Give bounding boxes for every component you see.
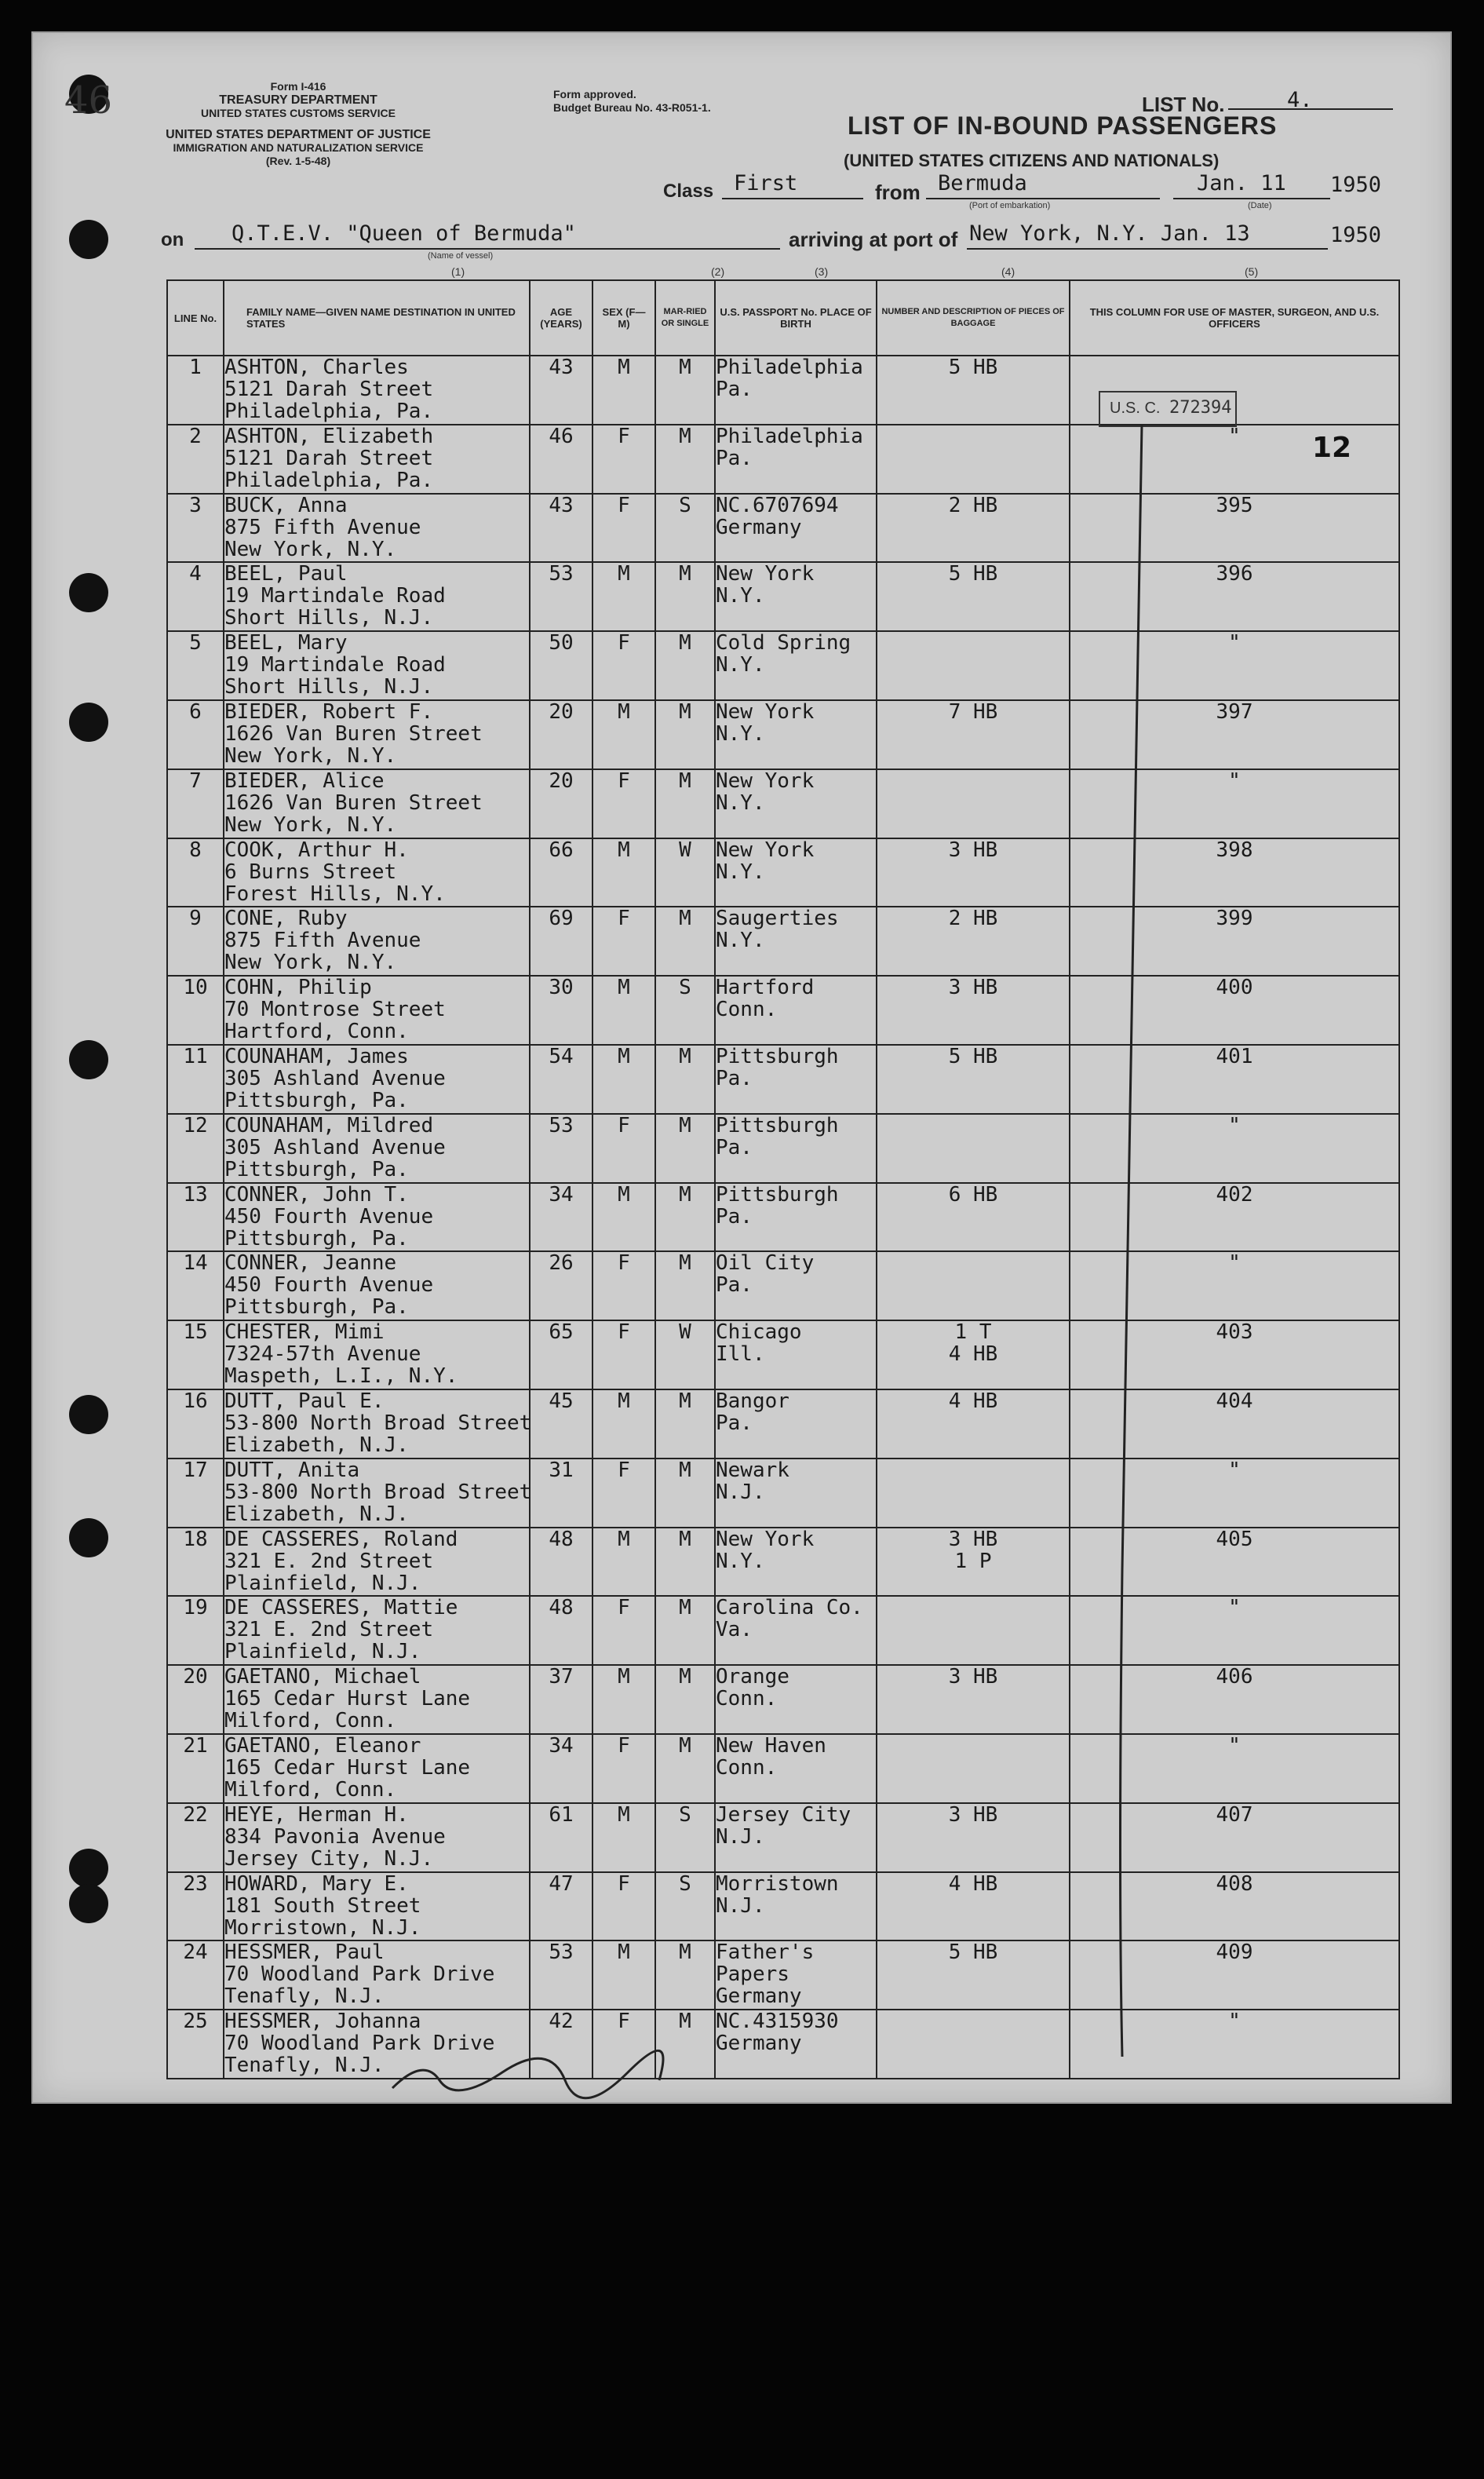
passenger-baggage: 5 HB [948, 356, 998, 379]
passenger-sex: M [618, 356, 630, 379]
passenger-birthplace: Bangor Pa. [716, 1389, 789, 1435]
arriving-label: arriving at port of [789, 228, 958, 251]
vessel-value: Q.T.E.V. "Queen of Bermuda" [232, 221, 576, 246]
line-number: 2 [189, 424, 202, 448]
passenger-baggage: 3 HB [948, 976, 998, 1000]
line-number: 11 [183, 1044, 208, 1068]
passenger-birthplace: Father's Papers Germany [716, 1940, 815, 2009]
budget-number: Budget Bureau No. 43-R051-1. [553, 101, 711, 114]
passenger-marital-status: M [679, 1733, 691, 1758]
passenger-marital-status: M [679, 1596, 691, 1620]
passenger-birthplace: Cold Spring N.Y. [716, 631, 851, 677]
passenger-marital-status: M [679, 1113, 691, 1137]
header-sex: SEX (F—M) [593, 280, 655, 356]
passenger-sex: M [618, 1389, 630, 1413]
officer-number: 399 [1216, 907, 1253, 931]
line-number: 23 [183, 1871, 208, 1896]
line-number: 25 [183, 2010, 208, 2034]
list-title: LIST OF IN-BOUND PASSENGERS [848, 111, 1278, 140]
passenger-marital-status: S [679, 976, 691, 1000]
handwritten-number: 12 [1312, 432, 1352, 464]
from-value: Bermuda [938, 171, 1027, 195]
col-number-1: (1) [451, 265, 465, 278]
officer-number: 398 [1216, 838, 1253, 862]
line-number: 21 [183, 1733, 208, 1758]
officer-number: " [1228, 1596, 1241, 1620]
passenger-marital-status: M [679, 631, 691, 655]
passenger-birthplace: Jersey City N.J. [716, 1802, 851, 1849]
col-number-2: (2) [711, 265, 725, 278]
col-number-4: (4) [1001, 265, 1015, 278]
passenger-name-address: BEEL, Mary 19 Martindale Road Short Hills, N.J. [224, 631, 446, 699]
list-subtitle: (UNITED STATES CITIZENS AND NATIONALS) [844, 151, 1220, 170]
form-service: UNITED STATES CUSTOMS SERVICE [201, 107, 396, 119]
passenger-name-address: BIEDER, Alice 1626 Van Buren Street New York, N.Y. [224, 769, 483, 837]
line-number: 18 [183, 1527, 208, 1551]
passenger-age: 45 [549, 1389, 574, 1413]
passenger-age: 26 [549, 1251, 574, 1276]
passenger-age: 53 [549, 1940, 574, 1965]
passenger-birthplace: NC.4315930 Germany [716, 2010, 839, 2056]
passenger-name-address: DE CASSERES, Mattie 321 E. 2nd Street Plainfield, N.J. [224, 1596, 458, 1664]
passenger-sex: F [618, 1733, 630, 1758]
passenger-sex: M [618, 699, 630, 724]
passenger-name-address: BEEL, Paul 19 Martindale Road Short Hills, N.J. [224, 562, 446, 630]
line-number: 3 [189, 493, 202, 517]
passenger-age: 61 [549, 1802, 574, 1827]
officer-column-stroke [1121, 424, 1143, 2057]
passenger-birthplace: Chicago Ill. [716, 1320, 802, 1367]
passenger-baggage: 3 HB [948, 838, 998, 862]
passenger-age: 31 [549, 1458, 574, 1482]
passenger-sex: F [618, 907, 630, 931]
passenger-name-address: HESSMER, Paul 70 Woodland Park Drive Tenafly, N.J. [224, 1940, 495, 2009]
passenger-age: 43 [549, 493, 574, 517]
officer-number: 408 [1216, 1871, 1253, 1896]
passenger-baggage: 3 HB [948, 1665, 998, 1689]
list-no-value: 4. [1287, 88, 1313, 112]
officer-number: " [1228, 1458, 1241, 1482]
passenger-sex: M [618, 1665, 630, 1689]
passenger-marital-status: M [679, 424, 691, 448]
line-number: 10 [183, 976, 208, 1000]
passenger-marital-status: W [679, 838, 691, 862]
passenger-birthplace: New Haven Conn. [716, 1733, 826, 1780]
passenger-name-address: BUCK, Anna 875 Fifth Avenue New York, N.Y. [224, 493, 421, 561]
passenger-birthplace: Philadelphia Pa. [716, 356, 863, 401]
officer-number: " [1228, 1251, 1241, 1276]
passenger-baggage: 6 HB [948, 1182, 998, 1207]
passenger-sex: M [618, 1182, 630, 1207]
officer-number: 395 [1216, 493, 1253, 517]
passenger-name-address: ASHTON, Elizabeth 5121 Darah Street Philadelphia, Pa. [224, 424, 434, 492]
passenger-age: 20 [549, 769, 574, 793]
passenger-sex: F [618, 769, 630, 793]
passenger-age: 34 [549, 1733, 574, 1758]
passenger-marital-status: M [679, 1665, 691, 1689]
from-caption: (Port of embarkation) [969, 201, 1051, 210]
officer-number: 403 [1216, 1320, 1253, 1345]
passenger-name-address: GAETANO, Michael 165 Cedar Hurst Lane Milford, Conn. [224, 1665, 471, 1733]
list-no-label: LIST No. [1142, 93, 1225, 116]
passenger-birthplace: Morristown N.J. [716, 1871, 839, 1918]
passenger-sex: F [618, 1251, 630, 1276]
officer-number: 404 [1216, 1389, 1253, 1413]
passenger-age: 48 [549, 1527, 574, 1551]
header-name: FAMILY NAME—GIVEN NAME DESTINATION IN UNITED STATES [224, 280, 530, 356]
passenger-marital-status: M [679, 1251, 691, 1276]
passenger-age: 30 [549, 976, 574, 1000]
passenger-marital-status: M [679, 769, 691, 793]
line-number: 8 [189, 838, 202, 862]
passenger-age: 69 [549, 907, 574, 931]
passenger-marital-status: M [679, 1940, 691, 1965]
passenger-age: 42 [549, 2010, 574, 2034]
passenger-marital-status: M [679, 2010, 691, 2034]
header-line: LINE No. [167, 280, 224, 356]
header-married: MAR-RIED OR SINGLE [655, 280, 715, 356]
line-number: 9 [189, 907, 202, 931]
line-number: 5 [189, 631, 202, 655]
from-label: from [875, 181, 921, 204]
form-ins: IMMIGRATION AND NATURALIZATION SERVICE [173, 141, 424, 154]
line-number: 16 [183, 1389, 208, 1413]
passenger-birthplace: Orange Conn. [716, 1665, 789, 1711]
passenger-sex: F [618, 1871, 630, 1896]
passenger-marital-status: M [679, 1182, 691, 1207]
form-number: Form I-416 [270, 80, 326, 93]
passenger-baggage: 5 HB [948, 562, 998, 586]
passenger-sex: M [618, 838, 630, 862]
col-number-3: (3) [815, 265, 829, 278]
line-number: 22 [183, 1802, 208, 1827]
line-number: 1 [189, 356, 202, 379]
passenger-birthplace: Oil City Pa. [716, 1251, 815, 1298]
passenger-baggage: 3 HB [948, 1802, 998, 1827]
officer-number: 401 [1216, 1044, 1253, 1068]
passenger-sex: F [618, 631, 630, 655]
passenger-sex: M [618, 562, 630, 586]
passenger-sex: M [618, 976, 630, 1000]
passenger-age: 53 [549, 1113, 574, 1137]
line-number: 13 [183, 1182, 208, 1207]
passenger-age: 66 [549, 838, 574, 862]
passenger-baggage: 5 HB [948, 1044, 998, 1068]
officer-number: " [1228, 631, 1241, 655]
officer-number: " [1228, 769, 1241, 793]
date-year: 1950 [1330, 173, 1382, 197]
passenger-birthplace: Pittsburgh Pa. [716, 1044, 839, 1090]
line-number: 12 [183, 1113, 208, 1137]
line-number: 15 [183, 1320, 208, 1345]
passenger-marital-status: M [679, 562, 691, 586]
header-age: AGE (YEARS) [530, 280, 593, 356]
passenger-age: 50 [549, 631, 574, 655]
passenger-baggage: 4 HB [948, 1871, 998, 1896]
passenger-baggage: 7 HB [948, 699, 998, 724]
passenger-birthplace: Philadelphia Pa. [716, 424, 863, 470]
passenger-birthplace: Carolina Co. Va. [716, 1596, 863, 1642]
passenger-sex: F [618, 1113, 630, 1137]
date-caption: (Date) [1248, 201, 1272, 210]
passenger-age: 20 [549, 699, 574, 724]
officer-number: 406 [1216, 1665, 1253, 1689]
passenger-birthplace: Hartford Conn. [716, 976, 815, 1022]
officer-number: 400 [1216, 976, 1253, 1000]
passenger-marital-status: M [679, 1458, 691, 1482]
line-number: 14 [183, 1251, 208, 1276]
passenger-sex: F [618, 424, 630, 448]
officer-number: 397 [1216, 699, 1253, 724]
passenger-birthplace: New York N.Y. [716, 1527, 815, 1573]
form-justice: UNITED STATES DEPARTMENT OF JUSTICE [166, 128, 431, 141]
passenger-baggage: 2 HB [948, 493, 998, 517]
col-number-5: (5) [1245, 265, 1259, 278]
passenger-birthplace: New York N.Y. [716, 838, 815, 884]
passenger-marital-status: S [679, 1802, 691, 1827]
passenger-sex: F [618, 2010, 630, 2034]
passenger-birthplace: Pittsburgh Pa. [716, 1182, 839, 1229]
passenger-birthplace: Saugerties N.Y. [716, 907, 839, 953]
line-number: 17 [183, 1458, 208, 1482]
passenger-marital-status: M [679, 1389, 691, 1413]
signature-mark [392, 2050, 663, 2097]
stamp-text: U.S. C. [1110, 400, 1161, 417]
passenger-name-address: CONE, Ruby 875 Fifth Avenue New York, N.Y. [224, 907, 421, 975]
passenger-sex: M [618, 1802, 630, 1827]
passenger-sex: F [618, 1596, 630, 1620]
passenger-name-address: ASHTON, Charles 5121 Darah Street Philadelphia, Pa. [224, 356, 434, 423]
passenger-age: 54 [549, 1044, 574, 1068]
passenger-birthplace: Newark N.J. [716, 1458, 789, 1504]
passenger-marital-status: S [679, 493, 691, 517]
officer-number: " [1228, 424, 1241, 448]
class-value: First [734, 171, 798, 195]
passenger-age: 43 [549, 356, 574, 379]
passenger-marital-status: W [679, 1320, 691, 1345]
passenger-baggage: 2 HB [948, 907, 998, 931]
passenger-age: 34 [549, 1182, 574, 1207]
passenger-sex: F [618, 1458, 630, 1482]
officer-number: 407 [1216, 1802, 1253, 1827]
passenger-birthplace: New York N.Y. [716, 699, 815, 746]
passenger-marital-status: M [679, 356, 691, 379]
vessel-label: on [161, 229, 184, 250]
arriving-value: New York, N.Y. Jan. 13 [969, 221, 1250, 246]
passenger-baggage: 3 HB 1 P [948, 1527, 998, 1573]
passenger-name-address: DE CASSERES, Roland 321 E. 2nd Street Plainfield, N.J. [224, 1527, 458, 1595]
passenger-sex: M [618, 1527, 630, 1551]
passenger-name-address: CONNER, John T. 450 Fourth Avenue Pittsburgh, Pa. [224, 1182, 434, 1250]
passenger-birthplace: New York N.Y. [716, 562, 815, 608]
passenger-name-address: BIEDER, Robert F. 1626 Van Buren Street New York, N.Y. [224, 699, 483, 768]
passenger-baggage: 4 HB [948, 1389, 998, 1413]
passenger-sex: F [618, 1320, 630, 1345]
passenger-birthplace: NC.6707694 Germany [716, 493, 839, 539]
passenger-name-address: COOK, Arthur H. 6 Burns Street Forest Hills, N.Y. [224, 838, 446, 906]
passenger-age: 53 [549, 562, 574, 586]
line-number: 7 [189, 769, 202, 793]
passenger-name-address: CHESTER, Mimi 7324-57th Avenue Maspeth, L.I., N.Y. [224, 1320, 458, 1389]
passenger-sex: M [618, 1940, 630, 1965]
officer-number: 409 [1216, 1940, 1253, 1965]
header-officers: THIS COLUMN FOR USE OF MASTER, SURGEON, AND U.S. OFFICERS [1070, 280, 1399, 356]
corner-mark: 46 [64, 78, 113, 122]
line-number: 24 [183, 1940, 208, 1965]
passenger-name-address: DUTT, Paul E. 53-800 North Broad Street Elizabeth, N.J. [224, 1389, 532, 1457]
form-dept: TREASURY DEPARTMENT [219, 93, 377, 107]
header-baggage: NUMBER AND DESCRIPTION OF PIECES OF BAGGAGE [877, 280, 1070, 356]
passenger-birthplace: New York N.Y. [716, 769, 815, 815]
passenger-marital-status: S [679, 1871, 691, 1896]
vessel-caption: (Name of vessel) [428, 251, 494, 261]
passenger-name-address: HESSMER, Johanna 70 Woodland Park Drive Tenafly, N.J. [224, 2010, 495, 2078]
passenger-name-address: CONNER, Jeanne 450 Fourth Avenue Pittsburgh, Pa. [224, 1251, 434, 1320]
form-approved: Form approved. [553, 88, 636, 100]
line-number: 6 [189, 699, 202, 724]
officer-number: " [1228, 1733, 1241, 1758]
passenger-baggage: 5 HB [948, 1940, 998, 1965]
officer-number: 396 [1216, 562, 1253, 586]
passenger-name-address: GAETANO, Eleanor 165 Cedar Hurst Lane Milford, Conn. [224, 1733, 471, 1802]
passenger-age: 46 [549, 424, 574, 448]
passenger-marital-status: M [679, 1044, 691, 1068]
officer-number: " [1228, 1113, 1241, 1137]
passenger-marital-status: M [679, 1527, 691, 1551]
date-value: Jan. 11 [1197, 171, 1286, 195]
passenger-birthplace: Pittsburgh Pa. [716, 1113, 839, 1159]
line-number: 19 [183, 1596, 208, 1620]
passenger-baggage: 1 T 4 HB [948, 1320, 998, 1367]
passenger-age: 48 [549, 1596, 574, 1620]
passenger-age: 37 [549, 1665, 574, 1689]
passenger-age: 47 [549, 1871, 574, 1896]
form-rev: (Rev. 1-5-48) [265, 155, 331, 167]
class-label: Class [663, 181, 714, 202]
passenger-marital-status: M [679, 907, 691, 931]
passenger-name-address: COUNAHAM, James 305 Ashland Avenue Pittsburgh, Pa. [224, 1044, 446, 1112]
arriving-year: 1950 [1330, 223, 1382, 247]
officer-number: 402 [1216, 1182, 1253, 1207]
line-number: 20 [183, 1665, 208, 1689]
passenger-name-address: COUNAHAM, Mildred 305 Ashland Avenue Pittsburgh, Pa. [224, 1113, 446, 1181]
passenger-name-address: DUTT, Anita 53-800 North Broad Street Elizabeth, N.J. [224, 1458, 532, 1526]
passenger-sex: F [618, 493, 630, 517]
officer-number: 405 [1216, 1527, 1253, 1551]
passenger-name-address: COHN, Philip 70 Montrose Street Hartford, Conn. [224, 976, 446, 1044]
line-number: 4 [189, 562, 202, 586]
passenger-name-address: HOWARD, Mary E. 181 South Street Morristown, N.J. [224, 1871, 421, 1940]
passenger-marital-status: M [679, 699, 691, 724]
header-passport: U.S. PASSPORT No. PLACE OF BIRTH [715, 280, 877, 356]
passenger-sex: M [618, 1044, 630, 1068]
stamp-number: 272394 [1169, 398, 1232, 418]
passenger-name-address: HEYE, Herman H. 834 Pavonia Avenue Jersey City, N.J. [224, 1802, 446, 1871]
passenger-age: 65 [549, 1320, 574, 1345]
officer-number: " [1228, 2010, 1241, 2034]
